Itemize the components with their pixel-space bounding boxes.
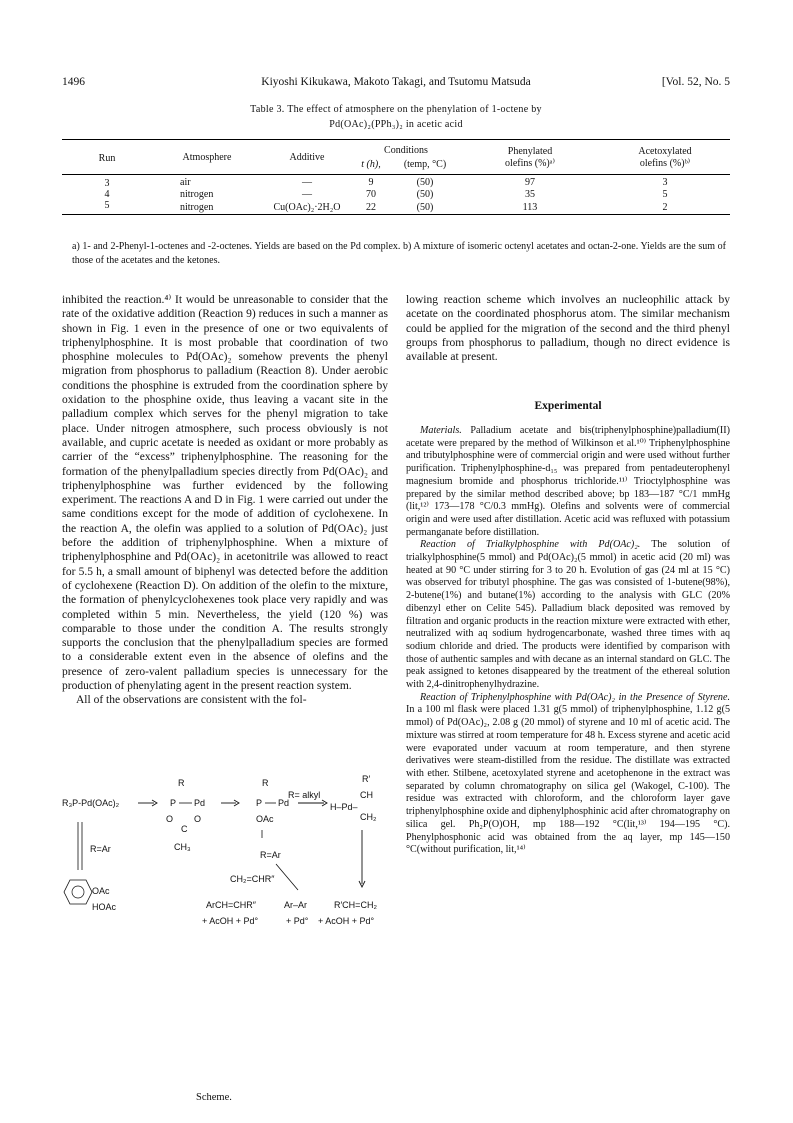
scheme-o1: O <box>166 814 174 824</box>
authors: Kiyoshi Kikukawa, Makoto Takagi, and Tsutomu Matsuda <box>261 76 531 88</box>
cell-time: 70 <box>366 189 376 200</box>
table-caption-line1: Table 3. The effect of atmosphere on the phenylation of 1-octene by <box>250 104 542 115</box>
col-run: Run <box>98 153 116 164</box>
scheme-product1: ArCH=CHR″ <box>206 900 256 910</box>
scheme-byproduct1: + AcOH + Pd° <box>202 916 259 926</box>
scheme-o2: O <box>194 814 202 824</box>
scheme-product3: R′CH=CH₂ <box>334 900 377 910</box>
materials-text: Palladium acetate and bis(triphenylphosphine)palladium(II) acetate were prepared by the method of Wilkinson et al.¹⁰⁾ Triphenylphosphine and tributylphosphine were of commercial origin and were used without further purification. Triphenylphosphine-d₁₅ was prepared from pentadeuterophenyl magnesium bromide and phosphorus trichloride.¹¹⁾ Trioctylphosphine was prepared by the similar method described above; bp 183—187 °C/1 mmHg (lit,¹²⁾ 173—178 °C/0.3 mmHg). Olefins and solvents were of commercial origin and were used after distillation. Acetic acid was refluxed with potassium permanganate before distillation. <box>406 425 730 538</box>
page-number: 1496 <box>62 76 85 88</box>
scheme-caption: Scheme. <box>196 1092 232 1103</box>
table-row <box>62 189 730 200</box>
col-phenylated: Phenylated <box>507 146 553 157</box>
running-header <box>62 76 730 92</box>
col-acetoxylated-unit: olefins (%)ᵇ⁾ <box>639 158 691 169</box>
scheme-r2: R <box>262 778 269 788</box>
reaction1-title: Reaction of Trialkylphosphine with Pd(OAc)₂. <box>420 539 641 551</box>
scheme-ch: CH <box>360 790 373 800</box>
scheme-rprime1: R′ <box>362 774 371 784</box>
materials-title: Materials. <box>420 425 462 436</box>
reaction-scheme <box>62 760 392 1100</box>
cell-temp: (50) <box>416 176 434 188</box>
cell-acetoxylated: 5 <box>662 189 668 200</box>
col-conditions: Conditions <box>384 144 428 156</box>
cell-additive: — <box>302 176 312 188</box>
reaction1-text: The solution of trialkylphosphine(5 mmol) and Pd(OAc)₂(5 mmol) in acetic acid (20 ml) was heated at 90 °C under stirring for 3 to 20 h. Evolution of gas (24 ml at 15 °C) was observed for tributyl phosphine. The gas was consisted of 1-butene(98%), 2-butene(1%) and butane(1%) according to the analysis with GLC (20% dibenzyl ether on Celite 545). Palladium black deposited was removed by filtration and organic products in the reaction mixture were extracted with ether, neutralized with aq sodium hydrogencarbonate, washed three times with aq sodium chloride and dried. The products were identified by comparison with those of authentic samples and with decane as an internal standard on GLC. The peak assigned to ketones disappeared by the treatment of the ethereal solution with 2,4-dinitrophenylhydrazine. <box>406 539 730 691</box>
left-column <box>62 293 388 708</box>
cell-acetoxylated: 2 <box>662 201 668 213</box>
paragraph: inhibited the reaction.⁴⁾ It would be unreasonable to consider that the rate of the oxidative addition (Reaction 9) reduces in such a manner as shown in Fig. 1 even in the presence of one or two equivalents of triphenylphosphine. It is most probable that coordination of two phosphine molecules to Pd(OAc)₂ somehow prevents the phenyl migration from phosphorus to palladium (Reaction 8). Under aerobic conditions the phosphine is extruded from the coordination sphere by oxidation to the phosphine oxide, thus leaving a vacant site in the palladium complex which serves for the phenyl migration to take place. Under nitrogen atmosphere, such process obviously is not available, and cupric acetate is needed as oxidant or more probably as carrier of the “excess” triphenylphosphine. The reasoning for the formation of the phenylpalladium species directly from Pd(OAc)₂ and triphenylphosphine was further evidenced by the following experiment. The reactions A and D in Fig. 1 were carried out under the same conditions except for the mode of addition of cyclohexene. In the reaction A, the olefin was applied to a solution of Pd(OAc)₂ just before the addition of triphenylphosphine. When a mixture of triphenylphosphine and Pd(OAc)₂ in acetonitrile was allowed to react for 5.5 h, a small amount of biphenyl was detected before the addition of cyclohexene (Reaction D). On addition of the olefin to the mixture, the formation of phenylcyclohexenes took place very rapidly and was completed within 5 min. Nevertheless, the yield (120 %) was comparable to those under the condition A. The results strongly supports the conclusion that the phenylpalladium species are formed to a considerable extent even in the absence of olefins and the presence of zero-valent palladium species is unnecessary for the production of phenylating agent in the present reaction system. <box>62 294 388 693</box>
cell-atmosphere: nitrogen <box>180 201 214 213</box>
table-caption <box>62 102 730 132</box>
paragraph: All of the observations are consistent with the fol- <box>76 694 307 707</box>
scheme-ch3: CH₃ <box>174 842 191 852</box>
scheme-hoac: HOAc <box>92 902 117 912</box>
col-additive: Additive <box>289 151 325 163</box>
scheme-c1: C <box>181 824 188 834</box>
reaction2-paragraph <box>406 692 730 857</box>
scheme-pd1: Pd <box>194 798 206 808</box>
paragraph: lowing reaction scheme which involves an nucleophilic attack by acetate on the coordinated phosphorus atom. The similar mechanism could be applied for the migration of the second and the third phenyl groups from phosphorus to palladium, though no direct evidence is available at present. <box>406 294 730 364</box>
col-acetoxylated: Acetoxylated <box>638 146 692 157</box>
table-caption-line2: Pd(OAc)₂(PPh₃)₂ in acetic acid <box>329 119 463 130</box>
scheme-byproduct3: + AcOH + Pd° <box>318 916 375 926</box>
reaction2-title: Reaction of Triphenylphosphine with Pd(OAc)₂ in the Presence of Styrene. <box>420 691 730 703</box>
results-table <box>62 139 730 215</box>
cell-time: 22 <box>366 201 376 213</box>
cell-phenylated: 35 <box>525 189 535 200</box>
reaction1-paragraph <box>406 539 730 691</box>
cell-run: 4 <box>104 189 110 200</box>
col-phenylated-unit: olefins (%)ᵃ⁾ <box>505 158 555 169</box>
scheme-p1: P <box>170 798 177 808</box>
materials-paragraph <box>406 425 730 539</box>
scheme-rar1: R=Ar <box>90 844 111 854</box>
cell-phenylated: 97 <box>525 176 535 188</box>
cell-time: 9 <box>368 176 374 188</box>
scheme-byproduct2: + Pd° <box>286 916 309 926</box>
scheme-r-alkyl: R= alkyl <box>288 790 321 800</box>
section-heading: Experimental <box>534 400 602 412</box>
cell-additive: Cu(OAc)₂·2H₂O <box>273 201 341 213</box>
cell-additive: — <box>302 189 312 200</box>
right-column-experimental <box>406 425 730 857</box>
scheme-hpd: H–Pd– <box>330 802 358 812</box>
cell-acetoxylated: 3 <box>662 176 668 188</box>
right-column-intro <box>406 293 730 364</box>
scheme-pd2: Pd <box>278 798 290 808</box>
col-atmosphere: Atmosphere <box>182 151 232 163</box>
scheme-start: R₃P-Pd(OAc)₂ <box>62 798 120 808</box>
scheme-rar2: R=Ar <box>260 850 281 860</box>
scheme-r1: R <box>178 778 185 788</box>
cell-temp: (50) <box>416 201 434 213</box>
cell-run: 3 <box>104 178 110 189</box>
cell-temp: (50) <box>416 189 434 200</box>
table-footnote: a) 1- and 2-Phenyl-1-octenes and -2-octenes. Yields are based on the Pd complex. b) A mixture of isomeric octenyl acetates and octan-2-one. Yields are the sum of those of the acetates and the ketones. <box>72 241 726 266</box>
col-temp: (temp, °C) <box>403 159 447 170</box>
reaction2-text: In a 100 ml flask were placed 1.31 g(5 mmol) of triphenylphosphine, 1.12 g(5 mmol) of Pd(OAc)₂, 2.08 g (20 mmol) of styrene and 10 ml of acetic acid. The mixture was stirred at room temperature for 48 h. Excess styrene and acetic acid were evaporated under vacuum at room temperature, and then styrene derivatives were steam-distilled from the residue. The distillate was extracted with ether. Stilbene, acetoxylated styrene and acetophenone in the extract was separated by column chromatography on silica gel (Wakogel, C-100). The residue was extracted with chloroform, and the chloroform layer gave triphenylphosphine oxide and diphenylphosphinic acid after chromatography on silica gel. Ph₂P(O)OH, mp 188—192 °C(lit,¹³⁾ 194—195 °C). Phenylphosphonic acid was obtained from the aq layer, mp 145—150 °C(without purification, lit,¹⁴⁾ <box>406 704 730 856</box>
scheme-p2: P <box>256 798 263 808</box>
scheme-olefin: CH₂=CHR″ <box>230 874 275 884</box>
volume: [Vol. 52, No. 5 <box>661 76 730 88</box>
scheme-oac2: OAc <box>92 886 110 896</box>
col-time: t (h), <box>361 159 381 170</box>
cell-run: 5 <box>104 200 110 211</box>
table-row <box>62 200 730 215</box>
table-row <box>62 175 730 190</box>
cell-atmosphere: air <box>180 176 191 188</box>
cell-atmosphere: nitrogen <box>180 189 214 200</box>
scheme-ch2: CH₂ <box>360 812 377 822</box>
cell-phenylated: 113 <box>522 201 538 213</box>
scheme-oac1: OAc <box>256 814 274 824</box>
scheme-product2: Ar–Ar <box>284 900 308 910</box>
